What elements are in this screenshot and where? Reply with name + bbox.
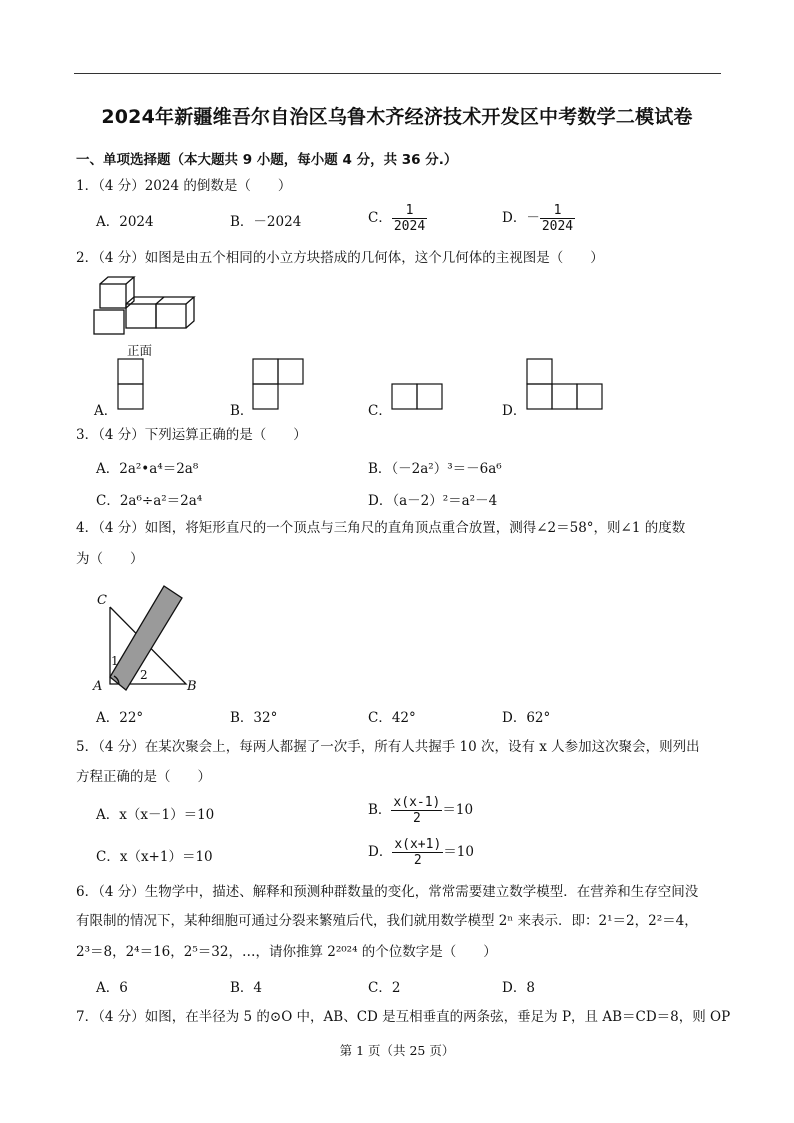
fraction-denominator: 2024 — [541, 219, 574, 234]
fraction-denominator: 2 — [412, 811, 421, 826]
q1-option-c[interactable] — [368, 203, 427, 234]
q1-option-a[interactable]: A．2024 — [96, 214, 154, 230]
q2-option-b[interactable]: B． — [230, 403, 254, 419]
question-6-stem-line-3: 2³＝8，2⁴＝16，2⁵＝32，…，请你推算 2²⁰²⁴ 的个位数字是（ ） — [76, 944, 497, 960]
fraction-numerator: x(x+1) — [394, 837, 442, 852]
q5-option-b-rhs: ＝10 — [442, 802, 474, 818]
q5-option-b-label: B． — [368, 802, 392, 818]
question-2-stem: 2．（4 分）如图是由五个相同的小立方块搭成的几何体，这个几何体的主视图是（ ） — [76, 250, 604, 266]
q5-option-d[interactable] — [368, 837, 474, 868]
question-6-stem-line-2: 有限制的情况下，某种细胞可通过分裂来繁殖后代，我们就用数学模型 2ⁿ 来表示．即：2¹＝2，2²＝4， — [76, 913, 698, 929]
fraction-denominator: 2024 — [393, 219, 426, 234]
label-a: A — [93, 679, 103, 694]
q4-option-c[interactable]: C．42° — [368, 710, 416, 726]
q5-option-d-label: D． — [368, 844, 393, 860]
q5-option-c[interactable]: C．x（x+1）＝10 — [96, 849, 213, 865]
q1-option-c-fraction — [392, 203, 427, 234]
q6-option-b[interactable]: B．4 — [230, 980, 263, 996]
q5-option-b-fraction — [391, 795, 442, 826]
question-6-stem-line-1: 6．（4 分）生物学中，描述、解释和预测种群数量的变化，常常需要建立数学模型．在营养和生存空间没 — [76, 884, 699, 900]
q4-option-b[interactable]: B．32° — [230, 710, 278, 726]
ruler-triangle-figure — [90, 582, 210, 694]
q2-option-c-figure — [391, 383, 445, 411]
q2-option-d-figure — [526, 358, 606, 410]
q4-option-a[interactable]: A．22° — [96, 710, 144, 726]
q1-option-c-label: C． — [368, 210, 392, 226]
q2-option-a-figure — [117, 358, 145, 410]
q1-option-d-fraction — [540, 203, 575, 234]
label-b: B — [187, 679, 197, 694]
question-3-stem: 3．（4 分）下列运算正确的是（ ） — [76, 427, 307, 443]
q2-option-a[interactable]: A． — [94, 403, 118, 419]
q3-option-d[interactable]: D．（a－2）²＝a²－4 — [368, 493, 498, 509]
label-c: C — [97, 593, 107, 608]
q2-option-d[interactable]: D． — [502, 403, 527, 419]
q6-option-a[interactable]: A．6 — [96, 980, 128, 996]
q6-option-d[interactable]: D．8 — [502, 980, 535, 996]
question-5-stem-line-1: 5．（4 分）在某次聚会上，每两人都握了一次手，所有人共握手 10 次，设有 x 人参加这次聚会，则列出 — [76, 739, 700, 755]
question-5-stem-line-2: 方程正确的是（ ） — [76, 769, 211, 785]
q1-option-b[interactable]: B．－2024 — [230, 214, 302, 230]
q1-option-d-label: D．－ — [502, 210, 540, 226]
q2-option-c[interactable]: C． — [368, 403, 392, 419]
q2-option-b-figure — [252, 358, 306, 410]
q3-option-c[interactable]: C．2a⁶÷a²＝2a⁴ — [96, 493, 203, 509]
q3-option-a[interactable]: A．2a²•a⁴＝2a⁸ — [96, 461, 199, 477]
q5-option-d-rhs: ＝10 — [443, 844, 474, 860]
q5-option-a[interactable]: A．x（x－1）＝10 — [96, 807, 215, 823]
angle-1-label: 1 — [111, 654, 119, 668]
fraction-denominator: 2 — [413, 853, 422, 868]
q1-option-d[interactable] — [502, 203, 575, 234]
q5-option-d-fraction — [392, 837, 443, 868]
header-rule — [74, 73, 721, 74]
cube-stack-figure — [90, 276, 200, 338]
page-title: 2024年新疆维吾尔自治区乌鲁木齐经济技术开发区中考数学二模试卷 — [101, 106, 693, 128]
q3-option-b[interactable]: B．（－2a²）³＝－6a⁶ — [368, 461, 502, 477]
page-footer: 第 1 页（共 25 页） — [339, 1043, 455, 1058]
q4-option-d[interactable]: D．62° — [502, 710, 551, 726]
question-4-stem-line-1: 4．（4 分）如图，将矩形直尺的一个顶点与三角尺的直角顶点重合放置，测得∠2＝58°，则∠1 的度数 — [76, 520, 686, 536]
q6-option-c[interactable]: C．2 — [368, 980, 401, 996]
fraction-numerator: 1 — [540, 203, 575, 219]
section-heading: 一、单项选择题（本大题共 9 小题，每小题 4 分，共 36 分.） — [76, 152, 458, 168]
front-view-label: 正面 — [127, 343, 153, 358]
question-1-stem: 1．（4 分）2024 的倒数是（ ） — [76, 178, 292, 194]
question-4-stem-line-2: 为（ ） — [76, 551, 144, 567]
fraction-numerator: 1 — [392, 203, 427, 219]
angle-2-label: 2 — [140, 668, 148, 682]
fraction-numerator: x(x-1) — [393, 795, 441, 810]
question-7-stem: 7．（4 分）如图，在半径为 5 的⊙O 中，AB、CD 是互相垂直的两条弦，垂足为 P，且 AB＝CD＝8，则 OP — [76, 1009, 731, 1025]
q5-option-b[interactable] — [368, 795, 473, 826]
